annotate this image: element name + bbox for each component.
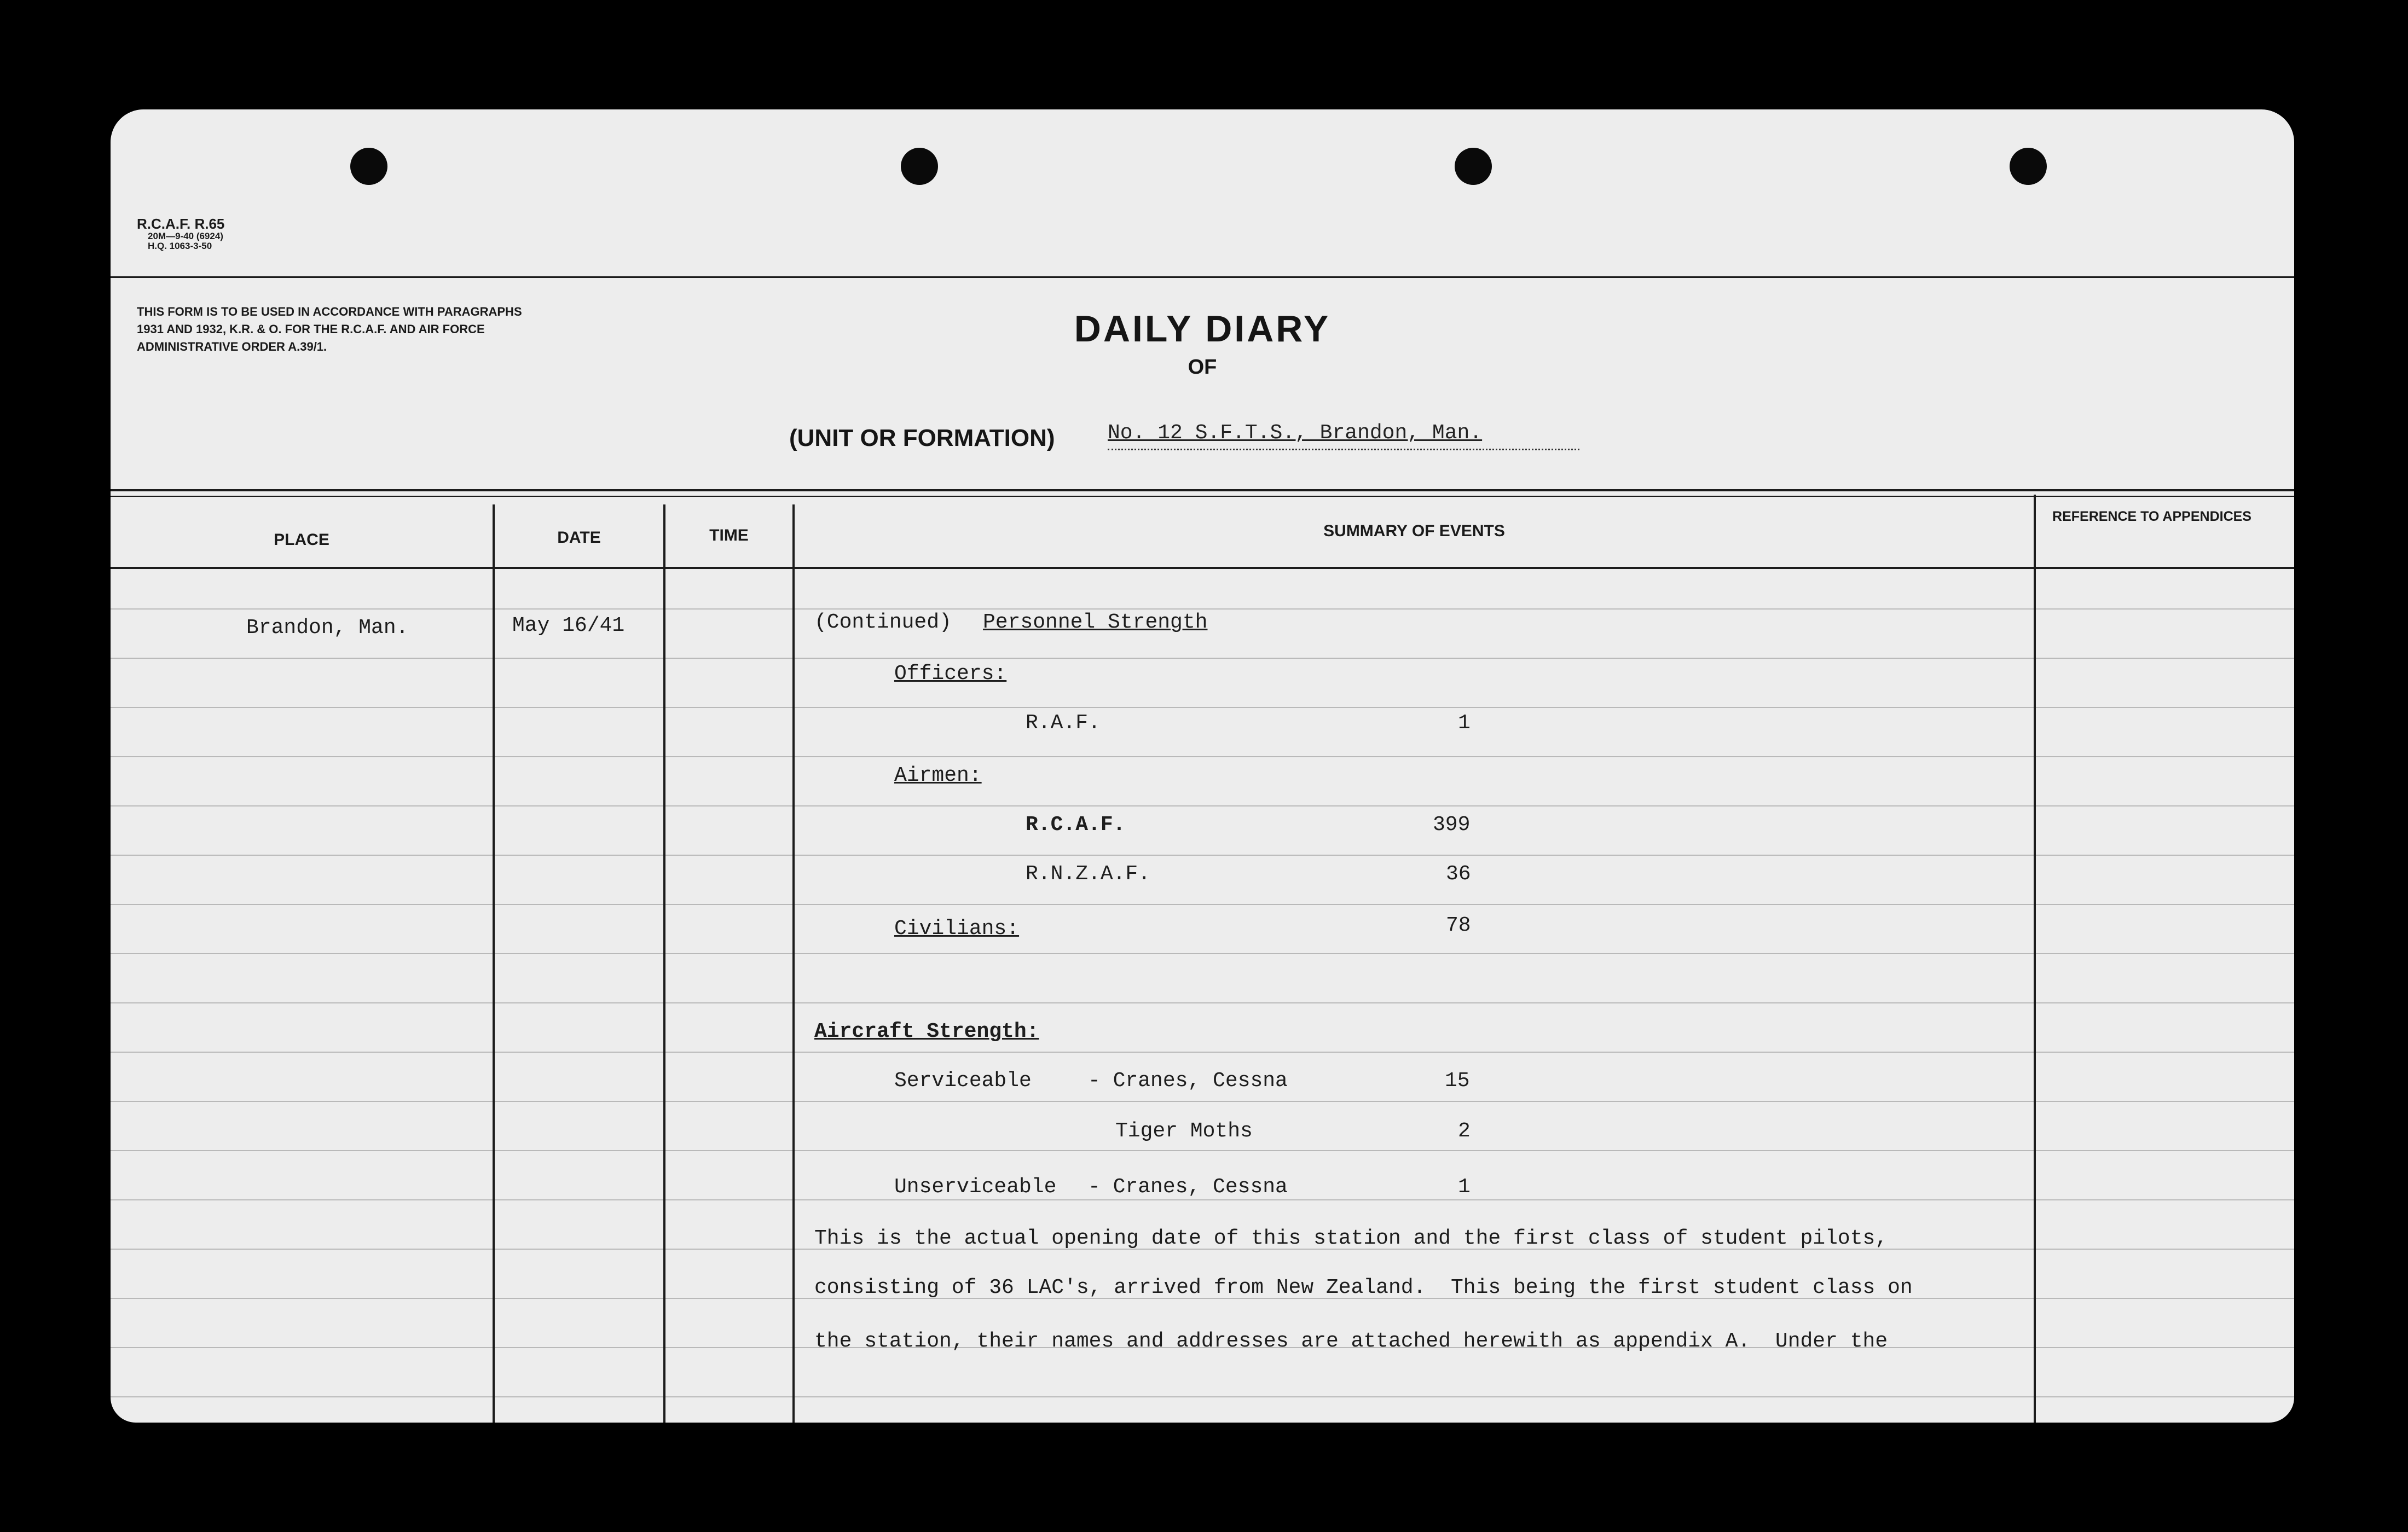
unit-label: (UNIT OR FORMATION) [789,425,1055,451]
table-top-rule-inner [111,496,2294,497]
rnzaf-count: 36 [1446,862,1471,886]
raf-count: 1 [1458,711,1471,735]
entry-date: May 16/41 [512,614,625,637]
column-divider [792,504,795,1423]
table-header-rule [111,567,2294,569]
civilians-label: Civilians: [894,917,1020,941]
punch-hole [901,148,938,185]
diary-page [111,109,2294,1423]
page-title-of: OF [1188,356,1217,379]
punch-hole [350,148,387,185]
col-header-date: DATE [557,529,601,547]
raf-label: R.A.F. [1026,711,1101,735]
column-divider [2034,495,2036,1423]
continued-label: (Continued) [814,611,952,634]
table-top-rule [111,489,2294,491]
form-number-block [137,217,224,251]
unit-dotted-line [1108,449,1579,450]
col-header-summary: SUMMARY OF EVENTS [1323,522,1505,540]
rnzaf-label: R.N.Z.A.F. [1026,862,1151,886]
rcaf-count: 399 [1433,813,1471,837]
page-title: DAILY DIARY [1074,308,1331,350]
personnel-heading: Personnel Strength [983,611,1208,634]
aircraft-heading: Aircraft Strength: [814,1020,1039,1043]
unserviceable-label: Unserviceable [894,1175,1057,1199]
civilians-count: 78 [1446,914,1471,937]
entry-place: Brandon, Man. [246,616,409,640]
airmen-label: Airmen: [894,764,982,787]
rcaf-label: R.C.A.F. [1026,813,1126,837]
serviceable-count-2: 2 [1458,1119,1471,1143]
column-divider [493,504,495,1423]
form-print-code: 20M—9-40 (6924) [148,231,223,242]
narrative-line: consisting of 36 LAC's, arrived from New Zealand. This being the first student class on [814,1276,1913,1299]
col-header-reference: REFERENCE TO APPENDICES [2052,509,2251,524]
serviceable-type-1: - Cranes, Cessna [1088,1069,1288,1093]
punch-hole [2010,148,2047,185]
officers-label: Officers: [894,662,1007,686]
serviceable-label: Serviceable [894,1069,1032,1093]
serviceable-type-2: Tiger Moths [1115,1119,1253,1143]
narrative-line: the station, their names and addresses are attached herewith as appendix A. Under the [814,1330,1888,1353]
serviceable-count-1: 15 [1445,1069,1470,1093]
unit-value: No. 12 S.F.T.S., Brandon, Man. [1108,421,1483,445]
narrative-line: This is the actual opening date of this station and the first class of student pilots, [814,1227,1888,1250]
form-number: R.C.A.F. R.65 [137,216,225,232]
col-header-place: PLACE [274,531,329,549]
col-header-time: TIME [709,526,749,544]
form-hq-code: H.Q. 1063-3-50 [148,241,212,252]
header-divider [111,276,2294,278]
unserviceable-type: - Cranes, Cessna [1088,1175,1288,1199]
punch-hole [1455,148,1492,185]
form-instructions: THIS FORM IS TO BE USED IN ACCORDANCE WITH PARAGRAPHS 1931 AND 1932, K.R. & O. FOR THE R.C.A.F. AND AIR FORCE ADMINISTRATIVE ORDER A.39/1. [137,305,522,353]
column-divider [663,504,665,1423]
unserviceable-count: 1 [1458,1175,1471,1199]
